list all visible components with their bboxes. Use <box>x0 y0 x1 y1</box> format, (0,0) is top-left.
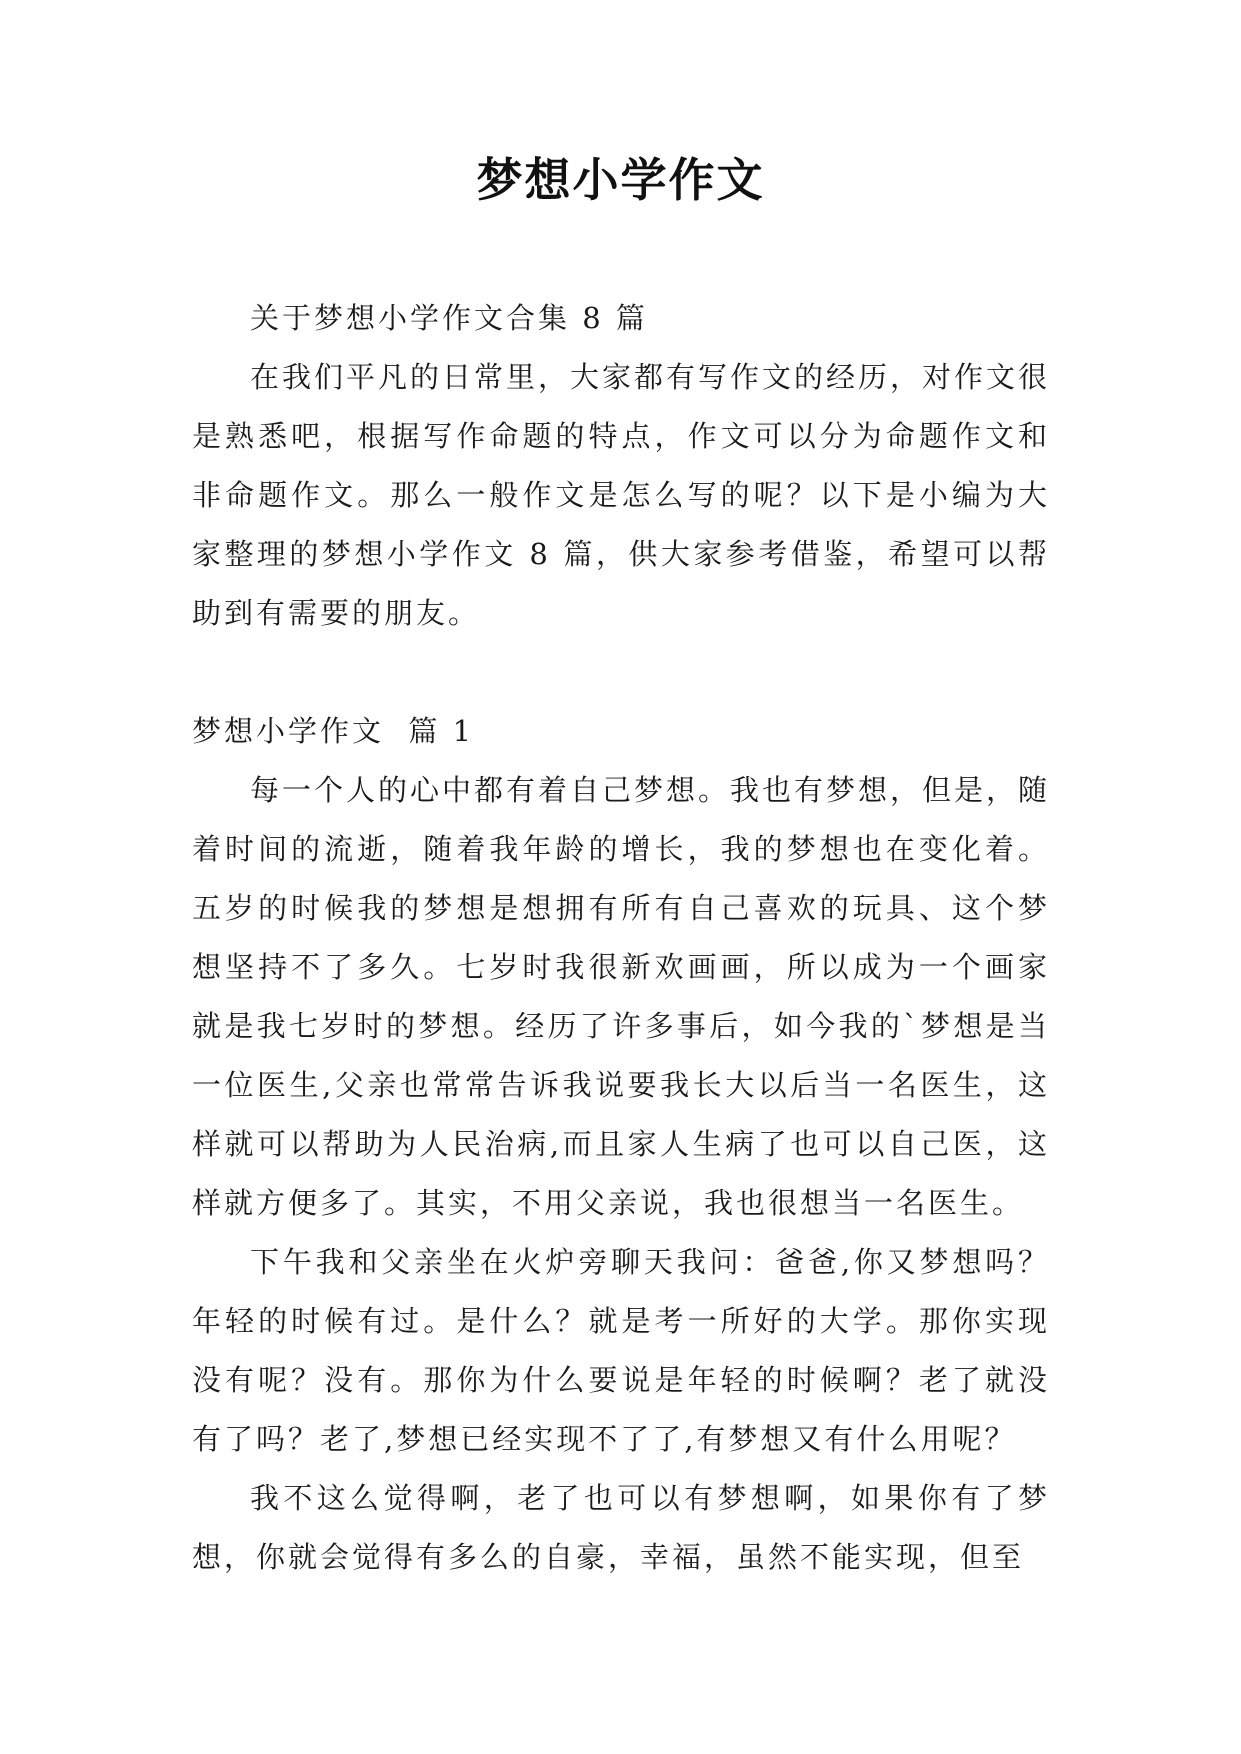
section-heading: 梦想小学作文 篇 1 <box>192 714 475 748</box>
document-title: 梦想小学作文 <box>476 153 765 207</box>
document-body <box>192 289 1050 1587</box>
body-paragraph: 下午我和父亲坐在火炉旁聊天我问：爸爸,你又梦想吗？年轻的时候有过。是什么？就是考一所好的大学。那你实现没有呢？没有。那你为什么要说是年轻的时候啊？老了就没有了吗？老了,梦想已经实现不了了,有梦想又有什么用呢？ <box>192 1245 1050 1456</box>
body-paragraph: 每一个人的心中都有着自己梦想。我也有梦想，但是，随着时间的流逝，随着我年龄的增长，我的梦想也在变化着。五岁的时候我的梦想是想拥有所有自己喜欢的玩具、这个梦想坚持不了多久。七岁时我很新欢画画，所以成为一个画家就是我七岁时的梦想。经历了许多事后，如今我的`梦想是当一位医生,父亲也常常告诉我说要我长大以后当一名医生，这样就可以帮助为人民治病,而且家人生病了也可以自己医，这样就方便多了。其实，不用父亲说，我也很想当一名医生。 <box>192 773 1051 1220</box>
intro-heading: 关于梦想小学作文合集 8 篇 <box>250 301 648 335</box>
intro-paragraph: 在我们平凡的日常里，大家都有写作文的经历，对作文很是熟悉吧，根据写作命题的特点，作文可以分为命题作文和非命题作文。那么一般作文是怎么写的呢？以下是小编为大家整理的梦想小学作文 8 篇，供大家参考借鉴，希望可以帮助到有需要的朋友。 <box>192 360 1051 630</box>
body-paragraph: 我不这么觉得啊，老了也可以有梦想啊，如果你有了梦想，你就会觉得有多么的自豪，幸福，虽然不能实现，但至 <box>192 1481 1050 1574</box>
